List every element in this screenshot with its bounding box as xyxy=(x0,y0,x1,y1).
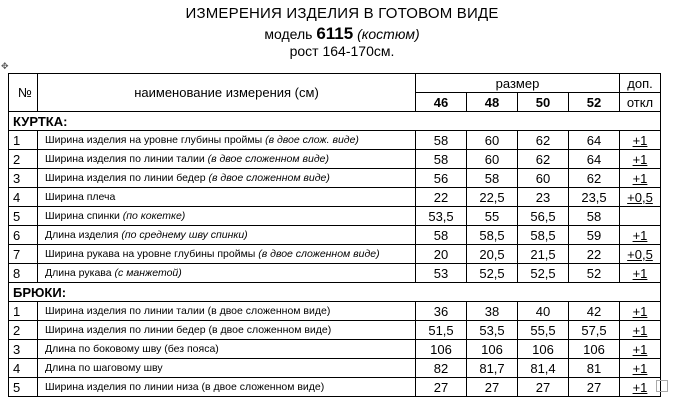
size-value: 81 xyxy=(569,359,620,378)
size-value: 20 xyxy=(416,245,467,264)
size-value: 106 xyxy=(569,340,620,359)
tolerance-text: +0,5 xyxy=(627,189,653,205)
col-dop-header: доп. xyxy=(620,74,661,93)
size-value: 56,5 xyxy=(518,207,569,226)
size-value: 64 xyxy=(569,150,620,169)
row-number: 3 xyxy=(9,169,38,188)
row-number: 4 xyxy=(9,359,38,378)
col-name-header: наименование измерения (см) xyxy=(38,74,416,112)
tolerance-text: +0,5 xyxy=(627,246,653,262)
tolerance-text: +1 xyxy=(632,170,648,186)
tolerance-text: +1 xyxy=(632,132,648,148)
table-row xyxy=(9,359,661,378)
table-row xyxy=(9,226,661,245)
size-value: 40 xyxy=(518,302,569,321)
table-move-handle-icon[interactable]: ✥ xyxy=(1,61,9,71)
row-number: 4 xyxy=(9,188,38,207)
size-value: 20,5 xyxy=(467,245,518,264)
col-num-header: № xyxy=(9,74,38,112)
row-number: 1 xyxy=(9,131,38,150)
row-number: 3 xyxy=(9,340,38,359)
measurement-label: Ширина плеча xyxy=(45,191,116,203)
size-value: 22,5 xyxy=(467,188,518,207)
measurement-name xyxy=(38,264,416,283)
size-value: 62 xyxy=(569,169,620,188)
table-row xyxy=(9,169,661,188)
tolerance-value xyxy=(620,302,661,321)
model-number: 6115 xyxy=(316,24,354,43)
tolerance-value xyxy=(620,245,661,264)
measurement-note: (в двое сложенном виде) xyxy=(207,153,329,165)
section-title: БРЮКИ: xyxy=(9,283,661,302)
col-dop-header-2: откл xyxy=(620,93,661,112)
size-value: 55 xyxy=(467,207,518,226)
measurement-name xyxy=(38,188,416,207)
measurement-note: (в двое сложенном виде) xyxy=(208,172,330,184)
tolerance-value xyxy=(620,188,661,207)
size-50: 50 xyxy=(518,93,569,112)
size-value: 27 xyxy=(467,378,518,397)
measurement-label: Ширина изделия по линии бедер (в двое сложенном виде) xyxy=(45,324,332,336)
measurement-name xyxy=(38,302,416,321)
tolerance-text: +1 xyxy=(632,360,648,376)
measurement-note: (с манжетой) xyxy=(114,267,182,279)
size-value: 52,5 xyxy=(467,264,518,283)
size-value: 81,4 xyxy=(518,359,569,378)
tolerance-text: +1 xyxy=(632,303,648,319)
measurement-label: Ширина изделия по линии талии (в двое сложенном виде) xyxy=(45,305,331,317)
measurement-name xyxy=(38,378,416,397)
tolerance-text: +1 xyxy=(632,322,648,338)
size-value: 22 xyxy=(569,245,620,264)
size-value: 22 xyxy=(416,188,467,207)
table-row xyxy=(9,321,661,340)
size-value: 27 xyxy=(416,378,467,397)
measurement-label: Ширина спинки xyxy=(45,210,120,222)
size-value: 38 xyxy=(467,302,518,321)
col-size-header: размер xyxy=(416,74,620,93)
model-prefix: модель xyxy=(264,26,313,42)
size-value: 53 xyxy=(416,264,467,283)
size-value: 106 xyxy=(518,340,569,359)
size-value: 106 xyxy=(416,340,467,359)
size-value: 58,5 xyxy=(518,226,569,245)
size-value: 64 xyxy=(569,131,620,150)
size-value: 27 xyxy=(569,378,620,397)
size-value: 21,5 xyxy=(518,245,569,264)
measurement-label: Длина по шаговому шву xyxy=(45,362,163,374)
tolerance-value xyxy=(620,150,661,169)
tolerance-text: +1 xyxy=(632,227,648,243)
size-value: 58 xyxy=(416,150,467,169)
row-number: 2 xyxy=(9,321,38,340)
table-row xyxy=(9,207,661,226)
size-value: 23,5 xyxy=(569,188,620,207)
size-48: 48 xyxy=(467,93,518,112)
size-value: 58 xyxy=(569,207,620,226)
size-value: 56 xyxy=(416,169,467,188)
size-value: 52 xyxy=(569,264,620,283)
table-row xyxy=(9,302,661,321)
measurement-name xyxy=(38,150,416,169)
header-row xyxy=(9,74,661,93)
row-number: 6 xyxy=(9,226,38,245)
row-number: 2 xyxy=(9,150,38,169)
row-number: 5 xyxy=(9,207,38,226)
tolerance-value xyxy=(620,264,661,283)
table-row xyxy=(9,245,661,264)
tolerance-text: +1 xyxy=(632,151,648,167)
measurement-name xyxy=(38,340,416,359)
size-value: 58 xyxy=(416,226,467,245)
size-value: 58,5 xyxy=(467,226,518,245)
size-value: 106 xyxy=(467,340,518,359)
tolerance-value xyxy=(620,359,661,378)
size-value: 60 xyxy=(467,150,518,169)
row-number: 1 xyxy=(9,302,38,321)
size-value: 51,5 xyxy=(416,321,467,340)
model-suffix: (костюм) xyxy=(357,26,420,42)
section-title: КУРТКА: xyxy=(9,112,661,131)
tolerance-text: +1 xyxy=(632,379,648,395)
measurement-name xyxy=(38,245,416,264)
size-value: 82 xyxy=(416,359,467,378)
size-value: 58 xyxy=(467,169,518,188)
size-value: 57,5 xyxy=(569,321,620,340)
size-52: 52 xyxy=(569,93,620,112)
measurement-note: (в двое сложенном виде) xyxy=(258,248,380,260)
table-row xyxy=(9,188,661,207)
tolerance-value xyxy=(620,378,661,397)
tolerance-value xyxy=(620,169,661,188)
table-row xyxy=(9,264,661,283)
measurement-label: Ширина изделия по линии низа (в двое сложенном виде) xyxy=(45,381,325,393)
measurement-name xyxy=(38,207,416,226)
measurement-note: (в двое слож. виде) xyxy=(265,134,359,146)
size-value: 60 xyxy=(518,169,569,188)
measurement-label: Ширина изделия по линии бедер xyxy=(45,172,206,184)
size-46: 46 xyxy=(416,93,467,112)
row-number: 5 xyxy=(9,378,38,397)
measurement-label: Длина рукава xyxy=(45,267,112,279)
row-number: 8 xyxy=(9,264,38,283)
table-row xyxy=(9,131,661,150)
size-value: 52,5 xyxy=(518,264,569,283)
measurement-label: Ширина рукава на уровне глубины проймы xyxy=(45,248,256,260)
table-row xyxy=(9,340,661,359)
measurement-name xyxy=(38,131,416,150)
size-value: 62 xyxy=(518,150,569,169)
table-row xyxy=(9,378,661,397)
section-row xyxy=(9,112,661,131)
measurement-note: (по кокетке) xyxy=(122,210,186,222)
row-number: 7 xyxy=(9,245,38,264)
size-value: 27 xyxy=(518,378,569,397)
size-value: 53,5 xyxy=(467,321,518,340)
section-row xyxy=(9,283,661,302)
resize-handle-icon[interactable] xyxy=(656,380,668,392)
size-value: 62 xyxy=(518,131,569,150)
tolerance-value xyxy=(620,207,661,226)
size-value: 53,5 xyxy=(416,207,467,226)
tolerance-value xyxy=(620,321,661,340)
page-title: ИЗМЕРЕНИЯ ИЗДЕЛИЯ В ГОТОВОМ ВИДЕ xyxy=(185,5,499,22)
measurement-label: Ширина изделия на уровне глубины проймы xyxy=(45,134,263,146)
tolerance-text: +1 xyxy=(632,265,648,281)
size-value: 60 xyxy=(467,131,518,150)
measurement-name xyxy=(38,359,416,378)
measurement-label: Длина по боковому шву (без пояса) xyxy=(45,343,219,355)
measurement-name xyxy=(38,226,416,245)
height-line: рост 164-170см. xyxy=(289,43,395,59)
tolerance-value xyxy=(620,340,661,359)
size-value: 59 xyxy=(569,226,620,245)
size-value: 81,7 xyxy=(467,359,518,378)
size-value: 42 xyxy=(569,302,620,321)
size-value: 36 xyxy=(416,302,467,321)
measurements-table xyxy=(8,73,661,397)
measurement-label: Длина изделия xyxy=(45,229,119,241)
measurement-name xyxy=(38,321,416,340)
model-line xyxy=(0,24,684,44)
measurement-label: Ширина изделия по линии талии xyxy=(45,153,205,165)
tolerance-text: +1 xyxy=(632,341,648,357)
measurement-name xyxy=(38,169,416,188)
size-value: 23 xyxy=(518,188,569,207)
tolerance-value xyxy=(620,226,661,245)
size-value: 58 xyxy=(416,131,467,150)
table-row xyxy=(9,150,661,169)
measurement-note: (по среднему шву спинки) xyxy=(121,229,248,241)
size-value: 55,5 xyxy=(518,321,569,340)
tolerance-value xyxy=(620,131,661,150)
